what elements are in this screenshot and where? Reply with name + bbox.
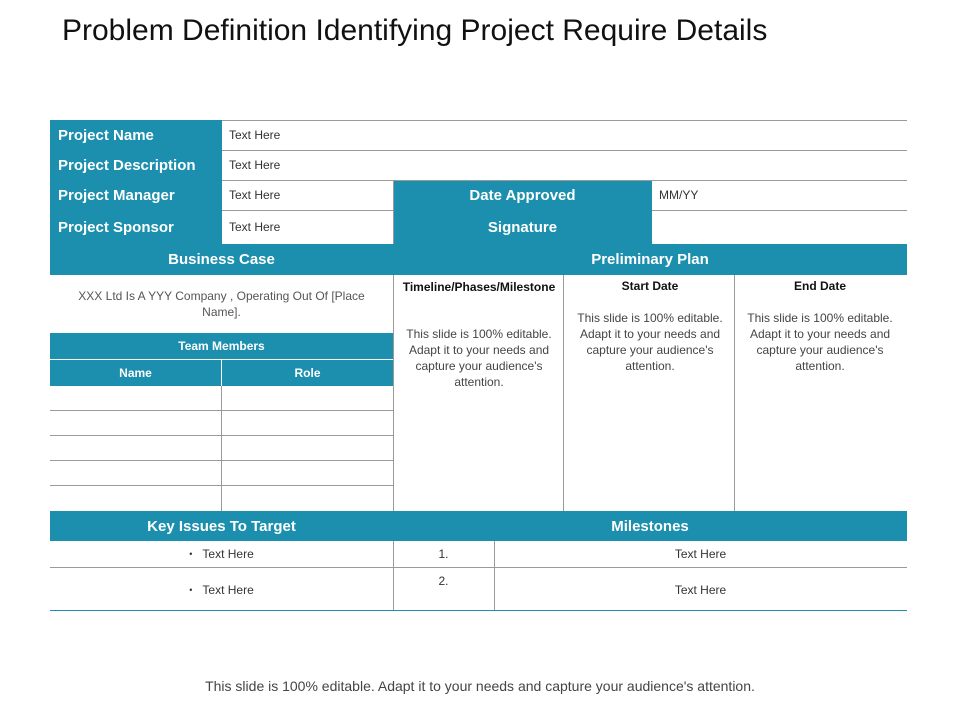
key-issue-text: Text Here: [202, 547, 254, 561]
plan-timeline-body[interactable]: This slide is 100% editable. Adapt it to your needs and capture your audience's attention.: [406, 327, 552, 389]
grid-line: [50, 460, 393, 461]
grid-line: [50, 435, 393, 436]
grid-line: [222, 120, 907, 121]
grid-line: [221, 386, 222, 511]
project-manager-value[interactable]: Text Here: [229, 188, 281, 202]
milestone-text[interactable]: Text Here: [674, 582, 727, 597]
team-role-cell[interactable]: [222, 486, 393, 511]
project-name-label: Project Name: [50, 120, 222, 150]
preliminary-plan-header: Preliminary Plan: [393, 244, 907, 275]
project-description-value[interactable]: Text Here: [229, 158, 281, 172]
team-role-cell[interactable]: [222, 436, 393, 461]
team-name-cell[interactable]: [50, 486, 221, 511]
signature-label: Signature: [393, 210, 652, 244]
team-name-cell[interactable]: [50, 411, 221, 436]
grid-line: [50, 410, 393, 411]
footer-note: This slide is 100% editable. Adapt it to your needs and capture your audience's attention.: [205, 678, 755, 694]
team-name-column-header: Name: [50, 360, 221, 386]
plan-end-date-body[interactable]: This slide is 100% editable. Adapt it to your needs and capture your audience's attention.: [747, 311, 893, 373]
team-role-cell[interactable]: [222, 411, 393, 436]
key-issue-item[interactable]: [50, 541, 393, 567]
grid-line: [393, 180, 394, 244]
team-role-cell[interactable]: [222, 461, 393, 486]
project-sponsor-value[interactable]: Text Here: [229, 220, 281, 234]
team-name-cell[interactable]: [50, 436, 221, 461]
grid-line: [393, 541, 394, 611]
milestone-number: 1.: [438, 547, 449, 561]
milestones-header: Milestones: [393, 511, 907, 541]
grid-line: [494, 541, 495, 611]
bullet-icon: •: [189, 584, 193, 595]
business-case-text[interactable]: XXX Ltd Is A YYY Company , Operating Out Of [Place Name].: [78, 289, 365, 319]
plan-start-date-body[interactable]: This slide is 100% editable. Adapt it to your needs and capture your audience's attention.: [577, 311, 723, 373]
business-case-header: Business Case: [50, 244, 393, 275]
grid-line: [50, 567, 907, 568]
project-name-value[interactable]: Text Here: [229, 128, 281, 142]
plan-timeline-heading: Timeline/Phases/Milestone: [402, 280, 556, 294]
page-title: Problem Definition Identifying Project Require Details: [62, 14, 768, 47]
date-approved-label: Date Approved: [393, 180, 652, 210]
team-name-cell[interactable]: [50, 461, 221, 486]
bullet-icon: •: [189, 549, 193, 559]
project-manager-label: Project Manager: [50, 180, 222, 210]
grid-line: [222, 180, 907, 181]
grid-line: [563, 275, 564, 511]
plan-start-date-heading: Start Date: [621, 279, 679, 293]
grid-line: [222, 150, 907, 151]
project-description-label: Project Description: [50, 150, 222, 180]
team-members-header: Team Members: [50, 333, 393, 359]
grid-line: [50, 485, 393, 486]
team-role-cell[interactable]: [222, 386, 393, 411]
date-approved-value[interactable]: MM/YY: [659, 188, 699, 202]
key-issue-text: Text Here: [202, 582, 254, 597]
signature-field[interactable]: [652, 210, 907, 244]
grid-line: [734, 275, 735, 511]
grid-line: [222, 210, 393, 211]
team-name-cell[interactable]: [50, 386, 221, 411]
team-role-column-header: Role: [222, 360, 393, 386]
project-requirements-table: [50, 120, 907, 611]
milestone-number: 2.: [438, 574, 449, 588]
key-issue-item[interactable]: [50, 568, 393, 611]
milestone-text[interactable]: Text Here: [674, 547, 727, 561]
plan-end-date-heading: End Date: [793, 279, 846, 293]
table-bottom-border: [50, 610, 907, 611]
grid-line: [652, 210, 907, 211]
project-sponsor-label: Project Sponsor: [50, 210, 222, 244]
grid-line: [393, 275, 394, 511]
key-issues-header: Key Issues To Target: [50, 511, 393, 541]
